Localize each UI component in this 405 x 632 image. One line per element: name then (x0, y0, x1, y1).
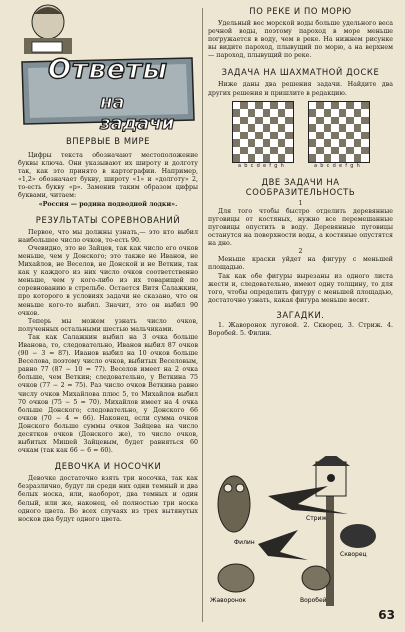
label-strizh: Стриж (306, 515, 327, 522)
text-task-2b: Так как обе фигуры вырезаны из одного листа жести и, следовательно, имеют одну толщину, то для того, чтобы определить фигуру с меньшей площадью, достаточно узнать, какая фигура меньше весит. (208, 272, 393, 304)
title-area (32, 48, 200, 134)
label-skvorets: Скворец (340, 551, 367, 558)
heading-results: РЕЗУЛЬТАТЫ СОРЕВНОВАНИЙ (35, 214, 181, 225)
chess-solution-1 (232, 101, 294, 169)
text-results-4: Так как Салажкин выбил на 3 очка больше Иванова, то, следовательно, Иванов выбил 87 очков (90 − 3 = 87). Иванов выбил на 10 очков больше Веселова, поэтому число очков, выбитых Веселовым, равно 77 (87 − 10 = 77). Веселов имеет на 2 очка больше, чем Веткин; следовательно, у Веткина 75 очков (77 − 2 = 75). Раз число очков Веткина равно числу очков Михайлова плюс 5, то Михайлов выбил 70 очков (75 − 5 = 70). Михайлов имеет на 4 очка больше Донского; следовательно, у Донского 66 очков (70 − 4 = 66). Наконец, если сумма очков Донского больше суммы очков Зайцева на число десятков очков (Донского же), то число очков, выбитых Мишей Зайцевым, будет равняться 60 очкам (так как 66 − 6 = 60). (18, 333, 198, 455)
chessboard-1 (232, 101, 294, 163)
left-column (18, 0, 198, 632)
task-number-2: 2 (298, 248, 303, 256)
text-vpervye-2: «Россия — родина подводной лодки». (38, 200, 178, 208)
chess-solution-2 (308, 101, 370, 169)
text-river-sea: Удельный вес морской воды больше удельного веса речной воды, поэтому пароход в море меньше погружается в воду, чем в реке. На нижнем рисунке вы видите пароход, плывущий по морю, а на верхнем — пароход, плывущий по реке. (208, 20, 393, 60)
label-vorobei: Воробей (300, 597, 327, 604)
birds-illustration (208, 456, 393, 606)
chessboard-2 (308, 101, 370, 163)
chess-boards (208, 101, 393, 169)
column-divider (202, 8, 203, 622)
page-number: 63 (378, 608, 395, 622)
label-filin: Филин (234, 539, 255, 546)
heading-riddles: ЗАГАДКИ. (276, 309, 325, 320)
heading-socks: ДЕВОЧКА И НОСОЧКИ (54, 461, 162, 472)
text-results-3: Теперь мы можем узнать число очков, полученных остальными шестью мальчиками. (18, 317, 198, 333)
title-main: Ответы (48, 54, 169, 85)
chess-files-2: abcdefgh (314, 162, 363, 169)
text-task-1: Для того чтобы быстро отделить деревянные пуговицы от костяных, нужно все перемешанные пуговицы опустить в воду. Деревянные пуговицы останутся на поверхности воды, а костяные опустятся на дно. (208, 207, 393, 248)
heading-vpervye: ВПЕРВЫЕ В МИРЕ (65, 136, 151, 146)
text-results-2: Очевидно, это не Зайцев, так как число его очков меньше, чем у Донского; это также не Иванов, не Михайлов, не Веселов, не Донской и не Веткин, так как у каждого из них число очков соответственно меньше, чем у кого-либо из их товарищей по соревнованию в стрельбе. Остается Витя Салажкин, про которого в условиях задачи не сказано, что он меньше кого-то выбил. Значит, это он выбил 90 очков. (18, 244, 198, 317)
heading-river-sea: ПО РЕКЕ И ПО МОРЮ (249, 6, 352, 16)
label-zhavoronok: Жаворонок (210, 597, 247, 604)
text-task-2a: Меньше краски уйдет на фигуру с меньшей площадью. (208, 256, 393, 272)
chess-files-1: abcdefgh (238, 162, 287, 169)
text-riddles: 1. Жаворонок луговой. 2. Скворец. 3. Стриж. 4. Воробей. 5. Филин. (208, 321, 393, 337)
title-sub: на задачи (100, 92, 175, 134)
right-column (208, 0, 393, 632)
task-number-1: 1 (298, 199, 303, 207)
text-socks: Девочке достаточно взять три носочка, так как безразлично, будут ли среди них одни темный и два белых носка, или, наоборот, два темных и один белый, или же, наконец, её полностью три носка одного цвета. Во всех случаях из трех вытянутых носков два будут одного цвета. (18, 475, 198, 523)
text-vpervye-1: Цифры текста обозначают местоположение буквы ключа. Они указывают их широту и долготу так, как это принято в картографии. Например, «1,2» обозначает букву, широту «1» и «долготу» 2, то-есть букву «р». Заменив таким образом цифры буквами, читаем: (18, 152, 198, 200)
heading-two-tasks: ДВЕ ЗАДАЧИ НА СООБРАЗИТЕЛЬНОСТЬ (245, 176, 356, 197)
text-results-1: Первое, что мы должны узнать,— это кто выбил наибольшее число очков, то-есть 90. (18, 228, 198, 244)
heading-chess: ЗАДАЧА НА ШАХМАТНОЙ ДОСКЕ (221, 67, 380, 78)
text-chess: Ниже даны два решения задачи. Найдите два других решения и пришлите в редакцию. (208, 81, 393, 97)
